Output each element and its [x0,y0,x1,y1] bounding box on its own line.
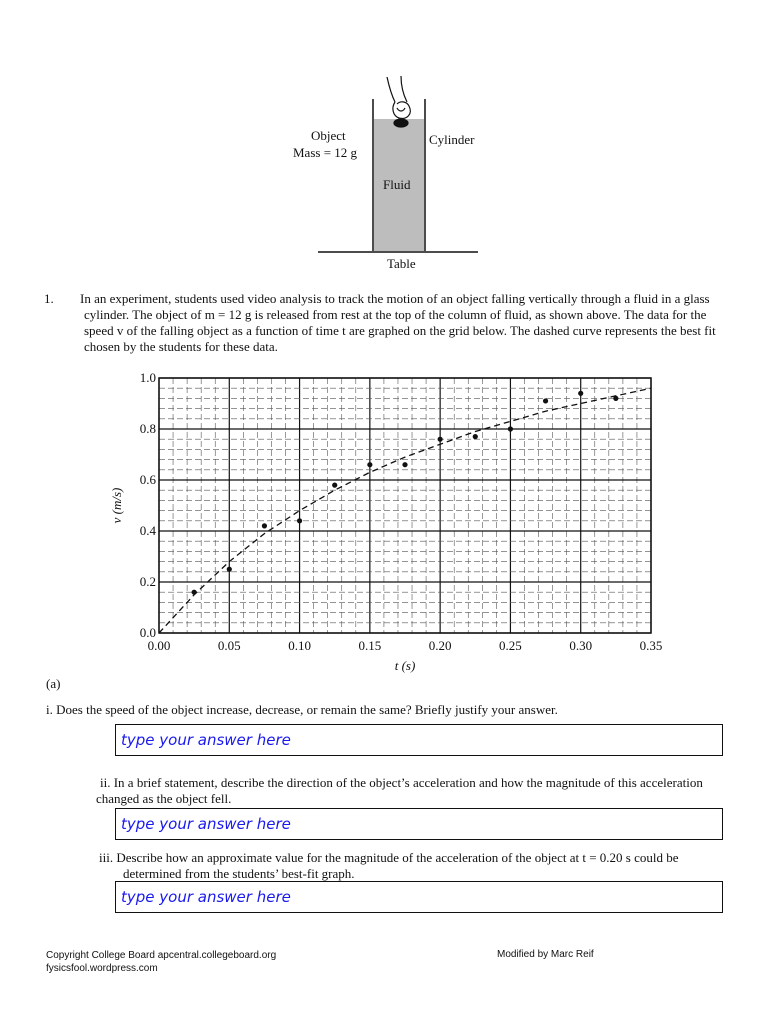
speed-time-graph [100,365,670,677]
x-tick-label: 0.25 [499,638,522,653]
modified-by-text: Modified by Marc Reif [497,949,594,960]
question-ii [96,775,726,807]
x-tick-label: 0.05 [217,638,241,653]
x-axis-label: t (s) [394,658,416,673]
data-point [402,462,407,467]
y-tick-label: 0.4 [139,523,156,538]
site-text: fysicsfool.wordpress.com [46,963,158,974]
answer-box-iii[interactable]: type your answer here [115,881,723,913]
data-point [543,398,548,403]
x-tick-label: 0.20 [428,638,452,653]
question-i: i. Does the speed of the object increase, decrease, or remain the same? Briefly justify your answer. [46,702,558,717]
x-tick-label: 0.15 [358,638,382,653]
y-tick-label: 1.0 [139,370,156,385]
data-points [192,391,619,595]
y-tick-label: 0.0 [139,625,156,640]
y-tick-label: 0.2 [139,574,156,589]
cylinder-label: Cylinder [429,132,475,147]
data-point [508,426,513,431]
question-1-text: In an experiment, students used video analysis to track the motion of an object falling vertically through a fluid in a glass cylinder. The object of m = 12 g is released from rest at the top of the column of fluid, as shown above. The data for the speed v of the falling object as a function of time t are graphed on the grid below. The dashed curve represents the best fit chosen by the students for these data. [80,291,716,354]
data-point [578,391,583,396]
fluid-label: Fluid [383,177,411,192]
copyright-text: Copyright College Board apcentral.collegeboard.org [46,950,277,961]
answer-box-i[interactable]: type your answer here [115,724,723,756]
data-point [297,518,302,523]
mass-label: Mass = 12 g [293,145,358,160]
data-point [438,437,443,442]
y-tick-label: 0.8 [139,421,156,436]
data-point [613,396,618,401]
data-point [227,567,232,572]
footer-left [46,949,276,975]
x-tick-label: 0.10 [288,638,311,653]
chart-tick-labels [140,370,663,653]
data-point [262,523,267,528]
question-ii-text: ii. In a brief statement, describe the direction of the object’s acceleration and how the magnitude of this acceleration changed as the object fell. [96,775,703,806]
part-a-label: (a) [46,676,61,691]
y-tick-label: 0.6 [139,472,156,487]
answer-box-ii[interactable]: type your answer here [115,808,723,840]
chart-grid [159,378,651,633]
object-label: Object [311,128,346,143]
question-iii: iii. Describe how an approximate value for the magnitude of the acceleration of the object at t = 0.20 s could be determined from the students’ best-fit graph. [99,850,679,881]
x-tick-label: 0.35 [639,638,663,653]
data-point [332,483,337,488]
y-axis-label: v (m/s) [109,487,124,524]
x-tick-label: 0.30 [569,638,593,653]
data-point [473,434,478,439]
plot-border [159,378,651,633]
table-label: Table [387,256,416,271]
x-tick-label: 0.00 [147,638,171,653]
question-number: 1. [44,291,54,306]
data-point [192,590,197,595]
data-point [367,462,372,467]
cylinder-diagram [285,72,485,277]
question-1 [44,291,724,355]
